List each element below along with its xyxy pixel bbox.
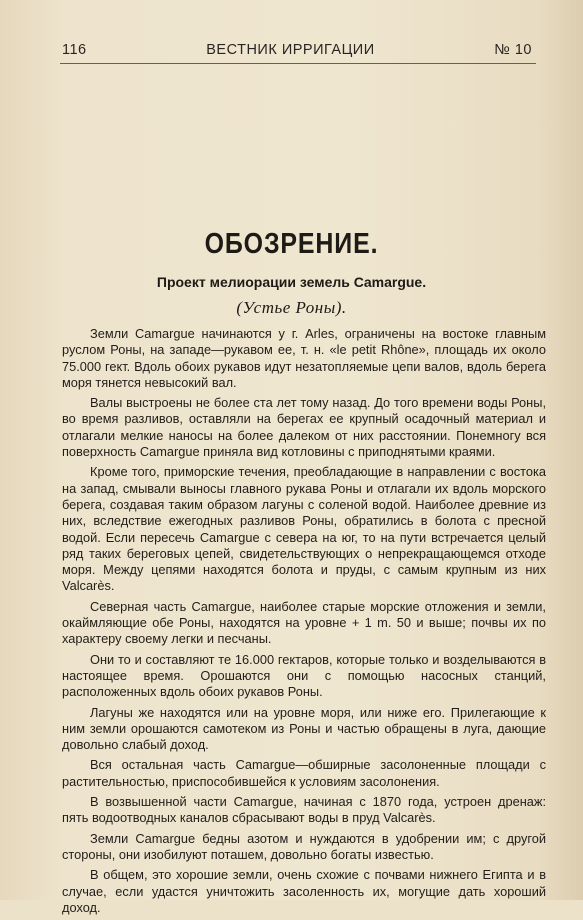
paragraph: В общем, это хорошие земли, очень схожие с почвами нижнего Египта и в случае, если удастся уничтожить засоленность их, могущие дать хороший доход.	[62, 867, 546, 915]
section-title: ОБОЗРЕНИЕ.	[204, 228, 379, 260]
paragraph: Земли Camargue бедны азотом и нуждаются в удобрении им; с другой стороны, они изобилуют поташем, довольно богаты известью.	[62, 830, 546, 862]
paragraph: Вся остальная часть Camargue—обширные засолоненные площади с растительностью, приспособившейся к условиям засолонения.	[62, 757, 546, 789]
paragraph: Кроме того, приморские течения, преобладающие в направлении с востока на запад, смывали выносы главного рукава Роны и отлагали их вдоль морского берега, создавая таким образом лагуны с соленой водой. Наиболее древние из них, вследствие ежегодных разливов Роны, обратились в болота с пресной водой. Если пересечь Camargue с севера на юг, то на пути встречается целый ряд таких береговых цепей, свидетельствующих о непрекращающемся отходе моря. Между цепями находятся болота и пруды, с самым крупным из них Valcarès.	[62, 464, 546, 594]
running-header	[62, 42, 532, 58]
paragraph: Северная часть Camargue, наиболее старые морские отложения и земли, окаймляющие обе Роны, находятся на уровне + 1 m. 50 и выше; почвы их по характеру своему легки и песчаны.	[62, 598, 546, 647]
paragraph: Лагуны же находятся или на уровне моря, или ниже его. Прилегающие к ним земли орошаются самотеком из Роны и частью обращены в луга, дающие довольно слабый доход.	[62, 704, 546, 753]
paragraph: Земли Camargue начинаются у г. Arles, ограничены на востоке главным руслом Роны, на западе—рукавом ее, т. н. «le petit Rhône», площадь их около 75.000 гект. Вдоль обоих рукавов идут незатопляемые цепи валов, вдоль берега моря тянется невысокий вал.	[62, 326, 546, 390]
header-rule	[60, 63, 536, 64]
article-subtitle: (Устье Роны).	[236, 298, 347, 317]
article-title: Проект мелиорации земель Camargue.	[156, 274, 427, 290]
issue-number: № 10	[494, 42, 532, 58]
page-number: 116	[62, 42, 87, 58]
paragraph: В возвышенной части Camargue, начиная с 1870 года, устроен дренаж: пять водоотводных каналов сбрасывают воды в пруд Valcarès.	[62, 794, 546, 826]
paragraph: Валы выстроены не более ста лет тому назад. До того времени воды Роны, во время разливов, оставляли на берегах ее крупный осадочный материал и отлагали мелкие наносы на более далеком от них расстоянии. Понемногу вся поверхность Camargue приняла вид котловины с приподнятыми краями.	[62, 395, 546, 460]
article-body	[62, 326, 546, 920]
journal-title: ВЕСТНИК ИРРИГАЦИИ	[206, 42, 375, 58]
paragraph: Они то и составляют те 16.000 гектаров, которые только и возделываются в настоящее время. Орошаются они с помощью насосных станций, расположенных вдоль обоих рукавов Роны.	[62, 651, 546, 700]
